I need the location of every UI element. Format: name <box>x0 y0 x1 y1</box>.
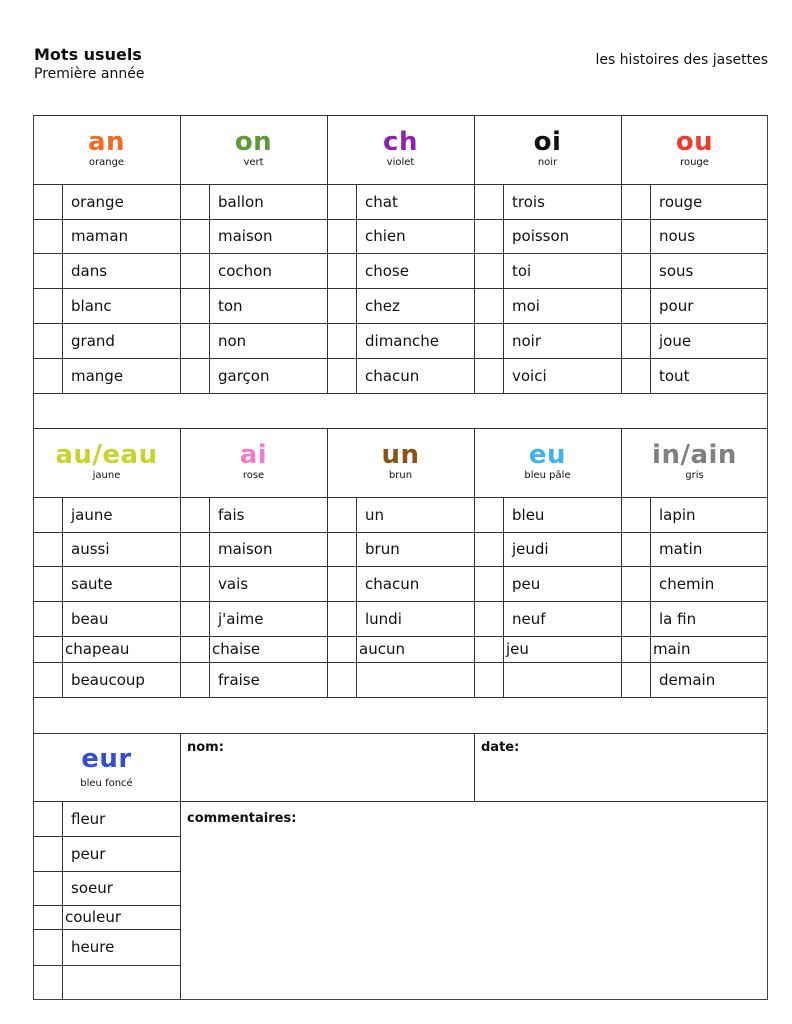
word-cell: maman <box>71 227 129 245</box>
word-cell: fais <box>218 505 245 524</box>
word-cell: aussi <box>71 540 110 558</box>
checkbox-cell[interactable] <box>621 184 650 219</box>
sound-header <box>621 428 768 497</box>
checkbox-cell[interactable] <box>474 358 503 393</box>
checkbox-cell[interactable] <box>621 323 650 358</box>
word-cell: aucun <box>359 640 405 658</box>
comments-field[interactable] <box>181 802 767 999</box>
checkbox-cell[interactable] <box>33 323 62 358</box>
sound-header <box>621 115 768 184</box>
checkbox-cell[interactable] <box>327 532 356 566</box>
sound-header <box>474 428 621 497</box>
sound-header <box>180 428 327 497</box>
word-cell: lapin <box>659 505 696 524</box>
checkbox-cell[interactable] <box>474 184 503 219</box>
word-cell: fraise <box>218 670 260 689</box>
word-cell: vais <box>218 574 249 593</box>
sound-header-eur <box>33 733 180 801</box>
checkbox-cell[interactable] <box>180 662 209 697</box>
word-cell: nous <box>659 227 696 245</box>
sound-label: eu <box>528 439 567 470</box>
sound-label: ai <box>239 439 268 470</box>
checkbox-cell[interactable] <box>621 601 650 636</box>
checkbox-cell[interactable] <box>327 219 356 253</box>
word-cell: peur <box>71 844 106 863</box>
checkbox-cell[interactable] <box>180 184 209 219</box>
checkbox-cell[interactable] <box>474 288 503 323</box>
sound-label: au/eau <box>55 439 158 470</box>
date-field[interactable] <box>475 734 767 800</box>
word-cell: brun <box>365 540 400 558</box>
word-cell: trois <box>512 192 545 211</box>
checkbox-cell[interactable] <box>621 253 650 288</box>
sound-header <box>327 115 474 184</box>
word-cell: ballon <box>218 192 264 211</box>
checkbox-cell[interactable] <box>474 253 503 288</box>
page-subtitle: Première année <box>34 66 145 82</box>
checkbox-cell[interactable] <box>327 323 356 358</box>
sound-header <box>33 428 180 497</box>
checkbox-cell[interactable] <box>327 636 356 662</box>
word-cell: chacun <box>365 366 420 385</box>
name-field-label: nom: <box>187 740 224 755</box>
word-cell: jeu <box>506 640 529 658</box>
checkbox-cell[interactable] <box>621 636 650 662</box>
grid-line <box>62 497 63 697</box>
checkbox-cell[interactable] <box>180 497 209 532</box>
word-cell: beau <box>71 609 109 628</box>
word-cell: beaucoup <box>71 670 145 689</box>
checkbox-cell[interactable] <box>180 358 209 393</box>
checkbox-cell[interactable] <box>621 497 650 532</box>
sound-header <box>474 115 621 184</box>
color-name-label: orange <box>88 156 125 168</box>
checkbox-cell[interactable] <box>474 497 503 532</box>
checkbox-cell[interactable] <box>180 532 209 566</box>
sound-header <box>33 115 180 184</box>
sound-label: in/ain <box>652 439 737 470</box>
word-cell: un <box>365 505 385 524</box>
grid-line <box>33 601 768 602</box>
sound-label: on <box>234 126 273 157</box>
checkbox-cell[interactable] <box>33 566 62 601</box>
checkbox-cell[interactable] <box>621 358 650 393</box>
word-cell: heure <box>71 938 115 956</box>
page-title: Mots usuels <box>34 45 142 64</box>
grid-line <box>356 497 357 697</box>
word-cell: saute <box>71 574 113 593</box>
checkbox-cell[interactable] <box>474 323 503 358</box>
word-cell: rouge <box>659 192 703 211</box>
word-cell: cochon <box>218 261 272 280</box>
word-cell: chaise <box>212 640 261 658</box>
checkbox-cell[interactable] <box>33 184 62 219</box>
word-cell: bleu <box>512 505 545 524</box>
checkbox-cell[interactable] <box>474 601 503 636</box>
word-cell: j'aime <box>218 609 264 628</box>
checkbox-cell[interactable] <box>33 219 62 253</box>
sound-label: ch <box>383 126 418 157</box>
word-cell: mange <box>71 366 124 385</box>
checkbox-cell[interactable] <box>474 662 503 697</box>
checkbox-cell[interactable] <box>33 497 62 532</box>
word-cell: poisson <box>512 227 570 245</box>
grid-line <box>33 115 768 116</box>
word-cell: moi <box>512 296 540 315</box>
checkbox-cell[interactable] <box>33 965 62 1000</box>
word-cell: couleur <box>65 908 122 926</box>
checkbox-cell[interactable] <box>180 288 209 323</box>
word-cell: non <box>218 331 247 350</box>
grid-line <box>33 393 768 394</box>
word-cell: chien <box>365 227 406 245</box>
checkbox-cell[interactable] <box>180 566 209 601</box>
checkbox-cell[interactable] <box>327 662 356 697</box>
grid-line <box>33 358 768 359</box>
checkbox-cell[interactable] <box>474 532 503 566</box>
word-cell: dans <box>71 261 108 280</box>
word-cell: chemin <box>659 574 715 593</box>
word-cell: maison <box>218 540 273 558</box>
color-name-label: vert <box>243 156 264 168</box>
checkbox-cell[interactable] <box>33 662 62 697</box>
grid-line <box>33 428 768 429</box>
word-cell: lundi <box>365 609 402 628</box>
word-cell: sous <box>659 261 694 280</box>
checkbox-cell[interactable] <box>327 497 356 532</box>
word-cell: orange <box>71 192 124 211</box>
word-cell: chat <box>365 192 398 211</box>
checkbox-cell[interactable] <box>327 566 356 601</box>
grid-line <box>33 532 768 533</box>
checkbox-cell[interactable] <box>180 636 209 662</box>
checkbox-cell[interactable] <box>33 801 62 836</box>
checkbox-cell[interactable] <box>33 905 62 929</box>
credit-text: les histoires des jasettes <box>595 52 768 68</box>
sound-header <box>327 428 474 497</box>
word-cell: noir <box>512 331 542 350</box>
word-cell: dimanche <box>365 331 439 350</box>
grid-line <box>33 697 768 698</box>
sound-label: an <box>87 126 126 157</box>
grid-line <box>503 497 504 697</box>
color-name-label: rose <box>242 469 265 481</box>
grid-line <box>209 497 210 697</box>
checkbox-cell[interactable] <box>621 288 650 323</box>
word-cell: maison <box>218 227 273 245</box>
checkbox-cell[interactable] <box>33 871 62 905</box>
grid-line <box>33 662 768 663</box>
color-name-label: bleu foncé <box>80 778 133 789</box>
comments-field-label: commentaires: <box>187 811 297 826</box>
checkbox-cell[interactable] <box>621 566 650 601</box>
checkbox-cell[interactable] <box>33 358 62 393</box>
checkbox-cell[interactable] <box>180 601 209 636</box>
checkbox-cell[interactable] <box>180 219 209 253</box>
color-name-label: bleu pâle <box>524 469 571 481</box>
name-field[interactable] <box>181 734 473 800</box>
checkbox-cell[interactable] <box>621 662 650 697</box>
date-field-label: date: <box>481 740 520 755</box>
grid-line <box>33 288 768 289</box>
grid-line <box>33 219 768 220</box>
color-name-label: rouge <box>680 156 709 168</box>
checkbox-cell[interactable] <box>180 323 209 358</box>
color-name-label: gris <box>685 469 704 481</box>
checkbox-cell[interactable] <box>33 288 62 323</box>
word-cell: chose <box>365 261 409 280</box>
color-name-label: jaune <box>92 469 121 481</box>
grid-line <box>33 636 768 637</box>
color-name-label: brun <box>388 469 413 481</box>
word-cell: matin <box>659 540 703 558</box>
word-cell: voici <box>512 366 547 385</box>
word-cell: toi <box>512 261 532 280</box>
checkbox-cell[interactable] <box>327 184 356 219</box>
checkbox-cell[interactable] <box>33 929 62 965</box>
word-cell: la fin <box>659 609 697 628</box>
sound-label: ou <box>675 126 714 157</box>
word-cell: blanc <box>71 296 112 315</box>
grid-line <box>62 801 63 1000</box>
grid-line <box>33 184 768 185</box>
word-cell: joue <box>659 331 692 350</box>
word-cell: neuf <box>512 609 546 628</box>
checkbox-cell[interactable] <box>327 288 356 323</box>
word-cell: tout <box>659 366 690 385</box>
grid-line <box>33 566 768 567</box>
word-cell: pour <box>659 296 694 315</box>
checkbox-cell[interactable] <box>621 532 650 566</box>
word-cell: jaune <box>71 505 113 524</box>
word-cell: peu <box>512 574 541 593</box>
word-cell: chacun <box>365 574 420 593</box>
checkbox-cell[interactable] <box>327 358 356 393</box>
grid-line <box>33 253 768 254</box>
sound-label: un <box>381 439 420 470</box>
sound-header <box>180 115 327 184</box>
word-cell: chapeau <box>65 640 130 658</box>
checkbox-cell[interactable] <box>33 636 62 662</box>
checkbox-cell[interactable] <box>33 601 62 636</box>
color-name-label: noir <box>537 156 558 168</box>
word-cell: ton <box>218 296 243 315</box>
checkbox-cell[interactable] <box>474 219 503 253</box>
word-cell: garçon <box>218 366 270 385</box>
word-cell: grand <box>71 331 115 350</box>
word-cell: soeur <box>71 879 113 897</box>
color-name-label: violet <box>386 156 415 168</box>
checkbox-cell[interactable] <box>474 566 503 601</box>
word-cell: fleur <box>71 809 106 828</box>
checkbox-cell[interactable] <box>33 532 62 566</box>
checkbox-cell[interactable] <box>33 836 62 871</box>
checkbox-cell[interactable] <box>33 253 62 288</box>
grid-line <box>650 497 651 697</box>
word-cell: demain <box>659 670 716 689</box>
word-cell: main <box>653 640 691 658</box>
sound-label: oi <box>533 126 562 157</box>
word-cell: chez <box>365 296 400 315</box>
grid-line <box>33 497 768 498</box>
checkbox-cell[interactable] <box>621 219 650 253</box>
checkbox-cell[interactable] <box>327 253 356 288</box>
sound-label: eur <box>81 744 132 774</box>
checkbox-cell[interactable] <box>180 253 209 288</box>
word-cell: jeudi <box>512 540 549 558</box>
checkbox-cell[interactable] <box>327 601 356 636</box>
grid-line <box>33 323 768 324</box>
checkbox-cell[interactable] <box>474 636 503 662</box>
